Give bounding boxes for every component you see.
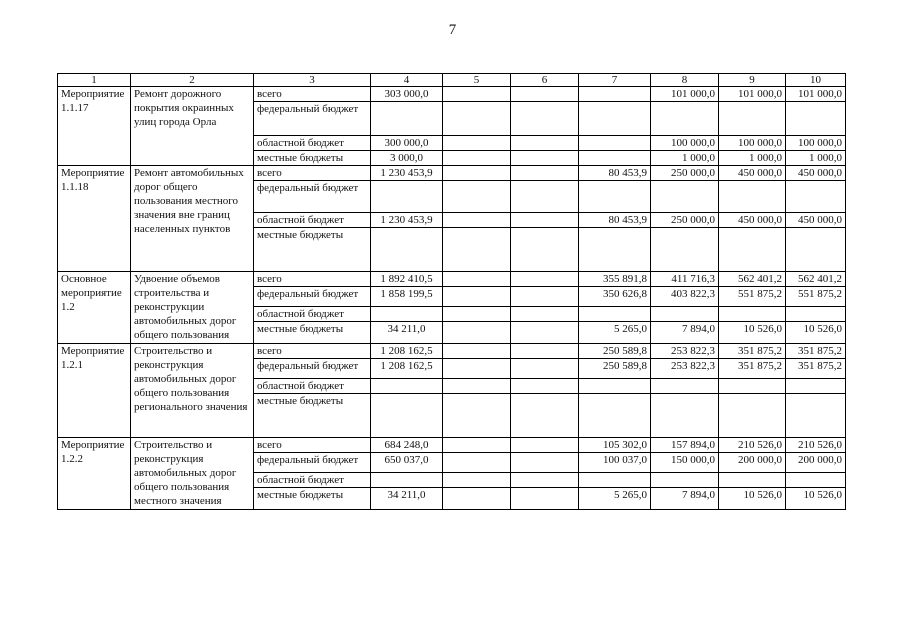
amount-cell: 101 000,0 [651, 87, 719, 102]
amount-cell: 351 875,2 [719, 344, 786, 359]
amount-cell: 1 208 162,5 [371, 359, 443, 379]
amount-cell: 101 000,0 [786, 87, 846, 102]
amount-cell [443, 438, 511, 453]
amount-cell [786, 307, 846, 322]
measure-code: Основное мероприятие 1.2 [58, 272, 131, 344]
amount-cell [786, 379, 846, 394]
amount-cell: 450 000,0 [786, 166, 846, 181]
amount-cell [443, 136, 511, 151]
column-number: 7 [579, 74, 651, 87]
amount-cell: 1 000,0 [786, 151, 846, 166]
amount-cell: 351 875,2 [719, 359, 786, 379]
amount-cell [651, 473, 719, 488]
amount-cell [443, 213, 511, 228]
amount-cell: 3 000,0 [371, 151, 443, 166]
amount-cell [511, 473, 579, 488]
amount-cell [511, 87, 579, 102]
column-number: 2 [131, 74, 254, 87]
measure-code: Мероприятие 1.2.2 [58, 438, 131, 510]
amount-cell: 80 453,9 [579, 166, 651, 181]
amount-cell [579, 151, 651, 166]
amount-cell: 1 230 453,9 [371, 213, 443, 228]
funding-source: областной бюджет [254, 136, 371, 151]
funding-source: всего [254, 438, 371, 453]
amount-cell [443, 272, 511, 287]
column-number: 3 [254, 74, 371, 87]
amount-cell: 150 000,0 [651, 453, 719, 473]
amount-cell: 210 526,0 [719, 438, 786, 453]
amount-cell: 1 000,0 [651, 151, 719, 166]
amount-cell [511, 488, 579, 510]
amount-cell [511, 322, 579, 344]
amount-cell [443, 166, 511, 181]
amount-cell [786, 181, 846, 213]
measure-title: Строительство и реконструкция автомобильных дорог общего пользования местного значения [131, 438, 254, 510]
amount-cell [511, 344, 579, 359]
amount-cell [443, 287, 511, 307]
amount-cell: 105 302,0 [579, 438, 651, 453]
amount-cell: 100 037,0 [579, 453, 651, 473]
amount-cell: 1 000,0 [719, 151, 786, 166]
amount-cell [511, 136, 579, 151]
amount-cell: 100 000,0 [651, 136, 719, 151]
amount-cell [371, 473, 443, 488]
amount-cell [443, 322, 511, 344]
amount-cell [651, 181, 719, 213]
amount-cell: 5 265,0 [579, 488, 651, 510]
measure-code: Мероприятие 1.1.18 [58, 166, 131, 272]
amount-cell: 300 000,0 [371, 136, 443, 151]
funding-source: местные бюджеты [254, 322, 371, 344]
amount-cell: 253 822,3 [651, 359, 719, 379]
amount-cell: 10 526,0 [719, 322, 786, 344]
funding-source: областной бюджет [254, 213, 371, 228]
amount-cell [443, 102, 511, 136]
funding-source: всего [254, 344, 371, 359]
amount-cell [579, 379, 651, 394]
amount-cell: 250 000,0 [651, 213, 719, 228]
funding-source: областной бюджет [254, 379, 371, 394]
amount-cell [511, 359, 579, 379]
amount-cell: 7 894,0 [651, 322, 719, 344]
funding-source: федеральный бюджет [254, 181, 371, 213]
measure-title: Ремонт автомобильных дорог общего пользования местного значения вне границ населенных пунктов [131, 166, 254, 272]
amount-cell [579, 228, 651, 272]
table-row [58, 438, 846, 453]
table-row [58, 166, 846, 181]
amount-cell [579, 136, 651, 151]
amount-cell [443, 488, 511, 510]
amount-cell [371, 102, 443, 136]
amount-cell [651, 394, 719, 438]
funding-source: местные бюджеты [254, 488, 371, 510]
funding-source: всего [254, 166, 371, 181]
amount-cell: 1 892 410,5 [371, 272, 443, 287]
funding-source: всего [254, 87, 371, 102]
measure-code: Мероприятие 1.1.17 [58, 87, 131, 166]
amount-cell [719, 181, 786, 213]
amount-cell [443, 394, 511, 438]
amount-cell: 450 000,0 [786, 213, 846, 228]
amount-cell: 562 401,2 [786, 272, 846, 287]
amount-cell: 403 822,3 [651, 287, 719, 307]
amount-cell [579, 394, 651, 438]
amount-cell: 10 526,0 [786, 322, 846, 344]
amount-cell: 157 894,0 [651, 438, 719, 453]
amount-cell [719, 102, 786, 136]
amount-cell [786, 394, 846, 438]
amount-cell [579, 307, 651, 322]
amount-cell [511, 438, 579, 453]
funding-source: местные бюджеты [254, 151, 371, 166]
amount-cell: 101 000,0 [719, 87, 786, 102]
funding-source: областной бюджет [254, 473, 371, 488]
funding-source: всего [254, 272, 371, 287]
amount-cell [651, 307, 719, 322]
table-row [58, 87, 846, 102]
amount-cell [719, 307, 786, 322]
amount-cell [579, 473, 651, 488]
amount-cell: 562 401,2 [719, 272, 786, 287]
amount-cell [579, 87, 651, 102]
amount-cell [511, 151, 579, 166]
amount-cell [786, 102, 846, 136]
amount-cell: 650 037,0 [371, 453, 443, 473]
amount-cell [511, 166, 579, 181]
amount-cell: 34 211,0 [371, 488, 443, 510]
column-number-row [58, 74, 846, 87]
amount-cell [443, 228, 511, 272]
amount-cell [371, 394, 443, 438]
amount-cell [719, 228, 786, 272]
column-number: 1 [58, 74, 131, 87]
amount-cell [511, 379, 579, 394]
amount-cell [786, 473, 846, 488]
amount-cell [651, 379, 719, 394]
funding-source: федеральный бюджет [254, 359, 371, 379]
amount-cell [579, 102, 651, 136]
amount-cell [443, 87, 511, 102]
amount-cell [511, 307, 579, 322]
amount-cell: 303 000,0 [371, 87, 443, 102]
amount-cell: 200 000,0 [719, 453, 786, 473]
amount-cell: 684 248,0 [371, 438, 443, 453]
amount-cell [511, 102, 579, 136]
amount-cell [443, 379, 511, 394]
amount-cell: 551 875,2 [719, 287, 786, 307]
amount-cell: 80 453,9 [579, 213, 651, 228]
amount-cell: 100 000,0 [719, 136, 786, 151]
amount-cell: 10 526,0 [786, 488, 846, 510]
measure-code: Мероприятие 1.2.1 [58, 344, 131, 438]
amount-cell: 411 716,3 [651, 272, 719, 287]
amount-cell [371, 307, 443, 322]
funding-source: федеральный бюджет [254, 453, 371, 473]
amount-cell: 355 891,8 [579, 272, 651, 287]
amount-cell [443, 473, 511, 488]
budget-table [57, 73, 846, 510]
amount-cell [443, 307, 511, 322]
column-number: 6 [511, 74, 579, 87]
amount-cell [579, 181, 651, 213]
page-number: 7 [448, 22, 457, 38]
amount-cell: 253 822,3 [651, 344, 719, 359]
column-number: 8 [651, 74, 719, 87]
amount-cell: 351 875,2 [786, 359, 846, 379]
funding-source: местные бюджеты [254, 394, 371, 438]
amount-cell [371, 379, 443, 394]
amount-cell [511, 272, 579, 287]
table-row [58, 272, 846, 287]
amount-cell: 250 589,8 [579, 359, 651, 379]
funding-source: местные бюджеты [254, 228, 371, 272]
column-number: 5 [443, 74, 511, 87]
amount-cell: 200 000,0 [786, 453, 846, 473]
measure-title: Ремонт дорожного покрытия окраинных улиц города Орла [131, 87, 254, 166]
amount-cell: 7 894,0 [651, 488, 719, 510]
amount-cell [443, 151, 511, 166]
amount-cell [719, 379, 786, 394]
amount-cell: 100 000,0 [786, 136, 846, 151]
amount-cell: 250 589,8 [579, 344, 651, 359]
column-number: 4 [371, 74, 443, 87]
amount-cell [511, 394, 579, 438]
amount-cell: 5 265,0 [579, 322, 651, 344]
funding-source: федеральный бюджет [254, 102, 371, 136]
amount-cell: 450 000,0 [719, 166, 786, 181]
amount-cell [443, 453, 511, 473]
measure-title: Удвоение объемов строительства и реконструкции автомобильных дорог общего пользования [131, 272, 254, 344]
amount-cell: 250 000,0 [651, 166, 719, 181]
amount-cell: 210 526,0 [786, 438, 846, 453]
amount-cell [511, 213, 579, 228]
table-row [58, 344, 846, 359]
amount-cell [719, 473, 786, 488]
amount-cell [371, 228, 443, 272]
amount-cell: 351 875,2 [786, 344, 846, 359]
amount-cell: 34 211,0 [371, 322, 443, 344]
amount-cell [786, 228, 846, 272]
amount-cell [443, 359, 511, 379]
amount-cell [651, 102, 719, 136]
amount-cell [371, 181, 443, 213]
amount-cell: 551 875,2 [786, 287, 846, 307]
amount-cell [651, 228, 719, 272]
measure-title: Строительство и реконструкция автомобильных дорог общего пользования регионального значения [131, 344, 254, 438]
amount-cell: 10 526,0 [719, 488, 786, 510]
amount-cell [719, 394, 786, 438]
amount-cell: 1 208 162,5 [371, 344, 443, 359]
amount-cell: 1 858 199,5 [371, 287, 443, 307]
amount-cell [443, 344, 511, 359]
amount-cell [443, 181, 511, 213]
amount-cell [511, 228, 579, 272]
column-number: 10 [786, 74, 846, 87]
amount-cell [511, 453, 579, 473]
amount-cell: 350 626,8 [579, 287, 651, 307]
funding-source: областной бюджет [254, 307, 371, 322]
amount-cell [511, 181, 579, 213]
amount-cell: 1 230 453,9 [371, 166, 443, 181]
amount-cell [511, 287, 579, 307]
column-number: 9 [719, 74, 786, 87]
amount-cell: 450 000,0 [719, 213, 786, 228]
funding-source: федеральный бюджет [254, 287, 371, 307]
